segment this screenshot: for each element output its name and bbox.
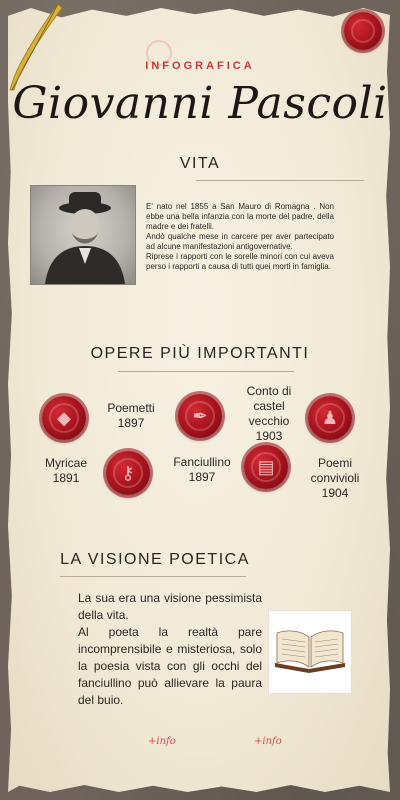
visione-paragraph: La sua era una visione pessimista della vita. xyxy=(78,591,262,622)
opera-title: castel xyxy=(253,399,285,413)
opera-label-convivioli xyxy=(302,456,368,501)
opera-year: 1897 xyxy=(188,470,216,484)
info-link-2[interactable]: +info xyxy=(254,736,282,747)
opera-title: Poemetti xyxy=(107,401,155,415)
opera-title: Conto di xyxy=(246,384,292,398)
vita-paragraph: Riprese i rapporti con le sorelle minori con cui aveva perso i rapporti a causa di tutti quei morti in famiglia. xyxy=(146,252,334,271)
opera-title: convivioli xyxy=(310,471,360,485)
key-icon: ⚷ xyxy=(121,462,135,483)
opera-label-fanciullino xyxy=(164,455,240,485)
portrait-figure-icon xyxy=(31,186,135,284)
seal-fanciullino[interactable] xyxy=(178,394,222,438)
opera-label-myricae xyxy=(30,456,102,486)
book-open-icon: ▤ xyxy=(257,456,275,477)
opera-year: 1897 xyxy=(117,416,145,430)
opere-heading: OPERE PIÙ IMPORTANTI xyxy=(90,345,310,362)
vita-paragraph: E' nato nel 1855 a San Mauro di Romagna . Non ebbe una bella infanzia con la morte del padre, della madre e dei fratelli. xyxy=(146,202,334,231)
diamond-icon: ◆ xyxy=(57,407,71,428)
vita-heading: VITA xyxy=(179,155,221,172)
opera-label-castelvecchio xyxy=(236,384,302,444)
opera-year: 1904 xyxy=(321,486,349,500)
opera-title: Fanciullino xyxy=(173,455,231,469)
opera-year: 1903 xyxy=(255,429,283,443)
vita-text xyxy=(146,202,334,272)
open-book-icon xyxy=(269,611,351,693)
visione-divider xyxy=(60,576,246,577)
seal-myricae[interactable] xyxy=(106,451,150,495)
opera-title: Myricae xyxy=(44,456,87,470)
seal-poemetti[interactable] xyxy=(42,396,86,440)
seal-castelvecchio[interactable] xyxy=(244,445,288,489)
vita-divider xyxy=(196,180,364,181)
opera-title: vecchio xyxy=(248,414,290,428)
visione-heading: LA VISIONE POETICA xyxy=(60,551,250,568)
opere-divider xyxy=(118,371,294,372)
page-title: Giovanni Pascoli xyxy=(12,78,388,129)
info-link-1[interactable]: +info xyxy=(148,736,176,747)
pen-nib-icon: ✒ xyxy=(192,405,208,426)
vita-paragraph: Andò qualche mese in carcere per aver partecipato ad alcune manifestazioni antigovernative. xyxy=(146,232,334,251)
opera-title: Poemi xyxy=(317,456,352,470)
visione-text xyxy=(78,590,262,709)
portrait-photo xyxy=(30,185,136,285)
visione-paragraph: Al poeta la realtà pare incomprensibile e misteriosa, solo la poesia vista con gli occhi del fanciullino può allievare la paura del buio. xyxy=(78,625,262,707)
chess-pawn-icon: ♟ xyxy=(321,407,339,428)
opera-year: 1891 xyxy=(52,471,80,485)
book-illustration xyxy=(268,610,352,694)
opera-label-poemetti xyxy=(96,401,166,431)
top-wax-seal-icon xyxy=(344,12,382,50)
seal-convivioli[interactable] xyxy=(308,396,352,440)
infographic-kicker: INFOGRAFICA xyxy=(145,60,255,72)
